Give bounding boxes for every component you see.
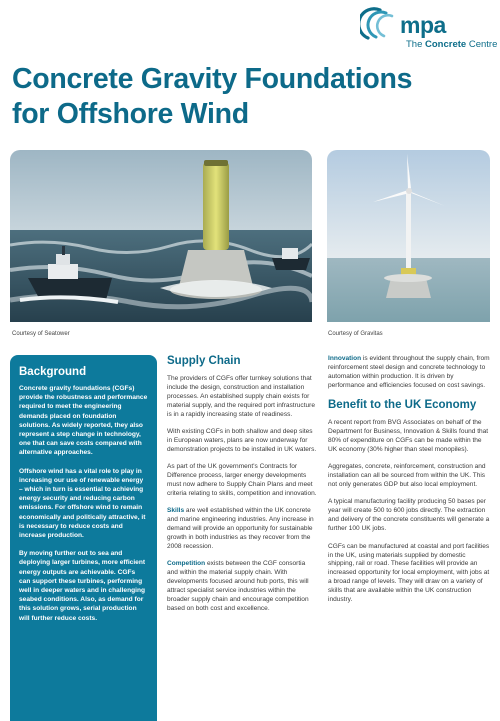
background-paragraph: Concrete gravity foundations (CGFs) provide the robustness and performance required to meet the engineering demands placed on foundation solutions. As widely reported, they also represent a step change in technology, one that can save costs compared with alternative approaches. bbox=[19, 385, 148, 457]
gravitas-turbine-photo bbox=[327, 150, 490, 322]
title-line-1: Concrete Gravity Foundations bbox=[12, 63, 413, 95]
skills-lead: Skills bbox=[167, 507, 185, 515]
supply-chain-column bbox=[167, 355, 317, 622]
skills-paragraph: Skills are well established within the UK concrete and marine engineering industries. Any increase in demand will provide an opportunity for sustainable growth in both industries as they recover from the 2008 recession. bbox=[167, 507, 314, 550]
supply-chain-paragraph: As part of the UK government's Contracts for Difference process, larger energy developments must now adhere to Supply Chain Plans and meet criteria relating to skills, competition and innovation. bbox=[167, 463, 317, 497]
background-paragraph: Offshore wind has a vital role to play in increasing our use of renewable energy – which in turn is essential to achieving energy security and reducing carbon emissions. For offshore wind to remain economically and politically attractive, it is necessary to reduce costs and increase production. bbox=[19, 467, 146, 540]
benefit-heading: Benefit to the UK Economy bbox=[328, 399, 477, 412]
photo-caption-gravitas: Courtesy of Gravitas bbox=[328, 331, 383, 337]
background-paragraph: By moving further out to sea and deploying larger turbines, more efficient energy outputs are achievable. CGFs can support these turbines, performing well in deeper waters and in challenging seabed conditions. Also, as demand for this solution grows, serial production will further reduce costs. bbox=[19, 550, 146, 622]
competition-paragraph: Competition exists between the CGF consortia and within the material supply chain. With developments focused around hub ports, this will attract specialist service industries within the broader supply chain and encourage competition based on both cost and excellence. bbox=[167, 560, 309, 612]
supply-chain-heading: Supply Chain bbox=[167, 355, 241, 367]
supply-chain-paragraph: With existing CGFs in both shallow and deep sites in European waters, plans are now underway for demonstration projects to be installed in UK waters. bbox=[167, 428, 317, 453]
benefit-paragraph: A typical manufacturing facility producing 50 bases per year will create 500 to 600 jobs directly. The extraction and delivery of the concrete constituents will generate a further 100 UK jobs. bbox=[328, 498, 490, 533]
seatower-foundation-photo bbox=[10, 150, 312, 322]
competition-lead: Competition bbox=[167, 560, 206, 568]
innovation-lead: Innovation bbox=[328, 355, 362, 362]
photo-caption-seatower: Courtesy of Seatower bbox=[12, 331, 70, 337]
background-heading: Background bbox=[19, 366, 87, 378]
innovation-paragraph: Innovation is evident throughout the supply chain, from reinforcement steel design and concrete technology to automation within production. It is driven by performance and efficiencies focused on cost savings. bbox=[328, 355, 490, 389]
benefit-paragraph: A recent report from BVG Associates on behalf of the Department for Business, Innovation & Skills found that 80% of expenditure on CGFs can be made within the UK economy (30% higher than steel monopiles). bbox=[328, 419, 489, 453]
background-sidebar bbox=[10, 355, 157, 721]
page-title bbox=[12, 62, 432, 132]
logo-wordmark: mpa bbox=[400, 12, 446, 38]
benefit-paragraph: Aggregates, concrete, reinforcement, construction and installation can all be sourced from within the UK. This not only generates GDP but also local employment. bbox=[328, 463, 486, 489]
title-line-2: for Offshore Wind bbox=[12, 98, 249, 130]
right-column bbox=[328, 355, 490, 613]
mpa-logo bbox=[360, 4, 496, 54]
logo-subtitle: The Concrete Centre bbox=[406, 39, 498, 50]
benefit-paragraph: CGFs can be manufactured at coastal and port facilities in the UK, using materials supplied by domestic shipping, rail or road. These facilities will provide an increased opportunity for local employment, with jobs at a broad range of levels. They will draw on a variety of skills that are available within the UK construction industry. bbox=[328, 542, 490, 604]
supply-chain-paragraph: The providers of CGFs offer turnkey solutions that include the design, construction and installation processes. An established supply chain exists for material supply, and the required port infrastructure is in a rapidly increasing state of readiness. bbox=[167, 375, 315, 418]
